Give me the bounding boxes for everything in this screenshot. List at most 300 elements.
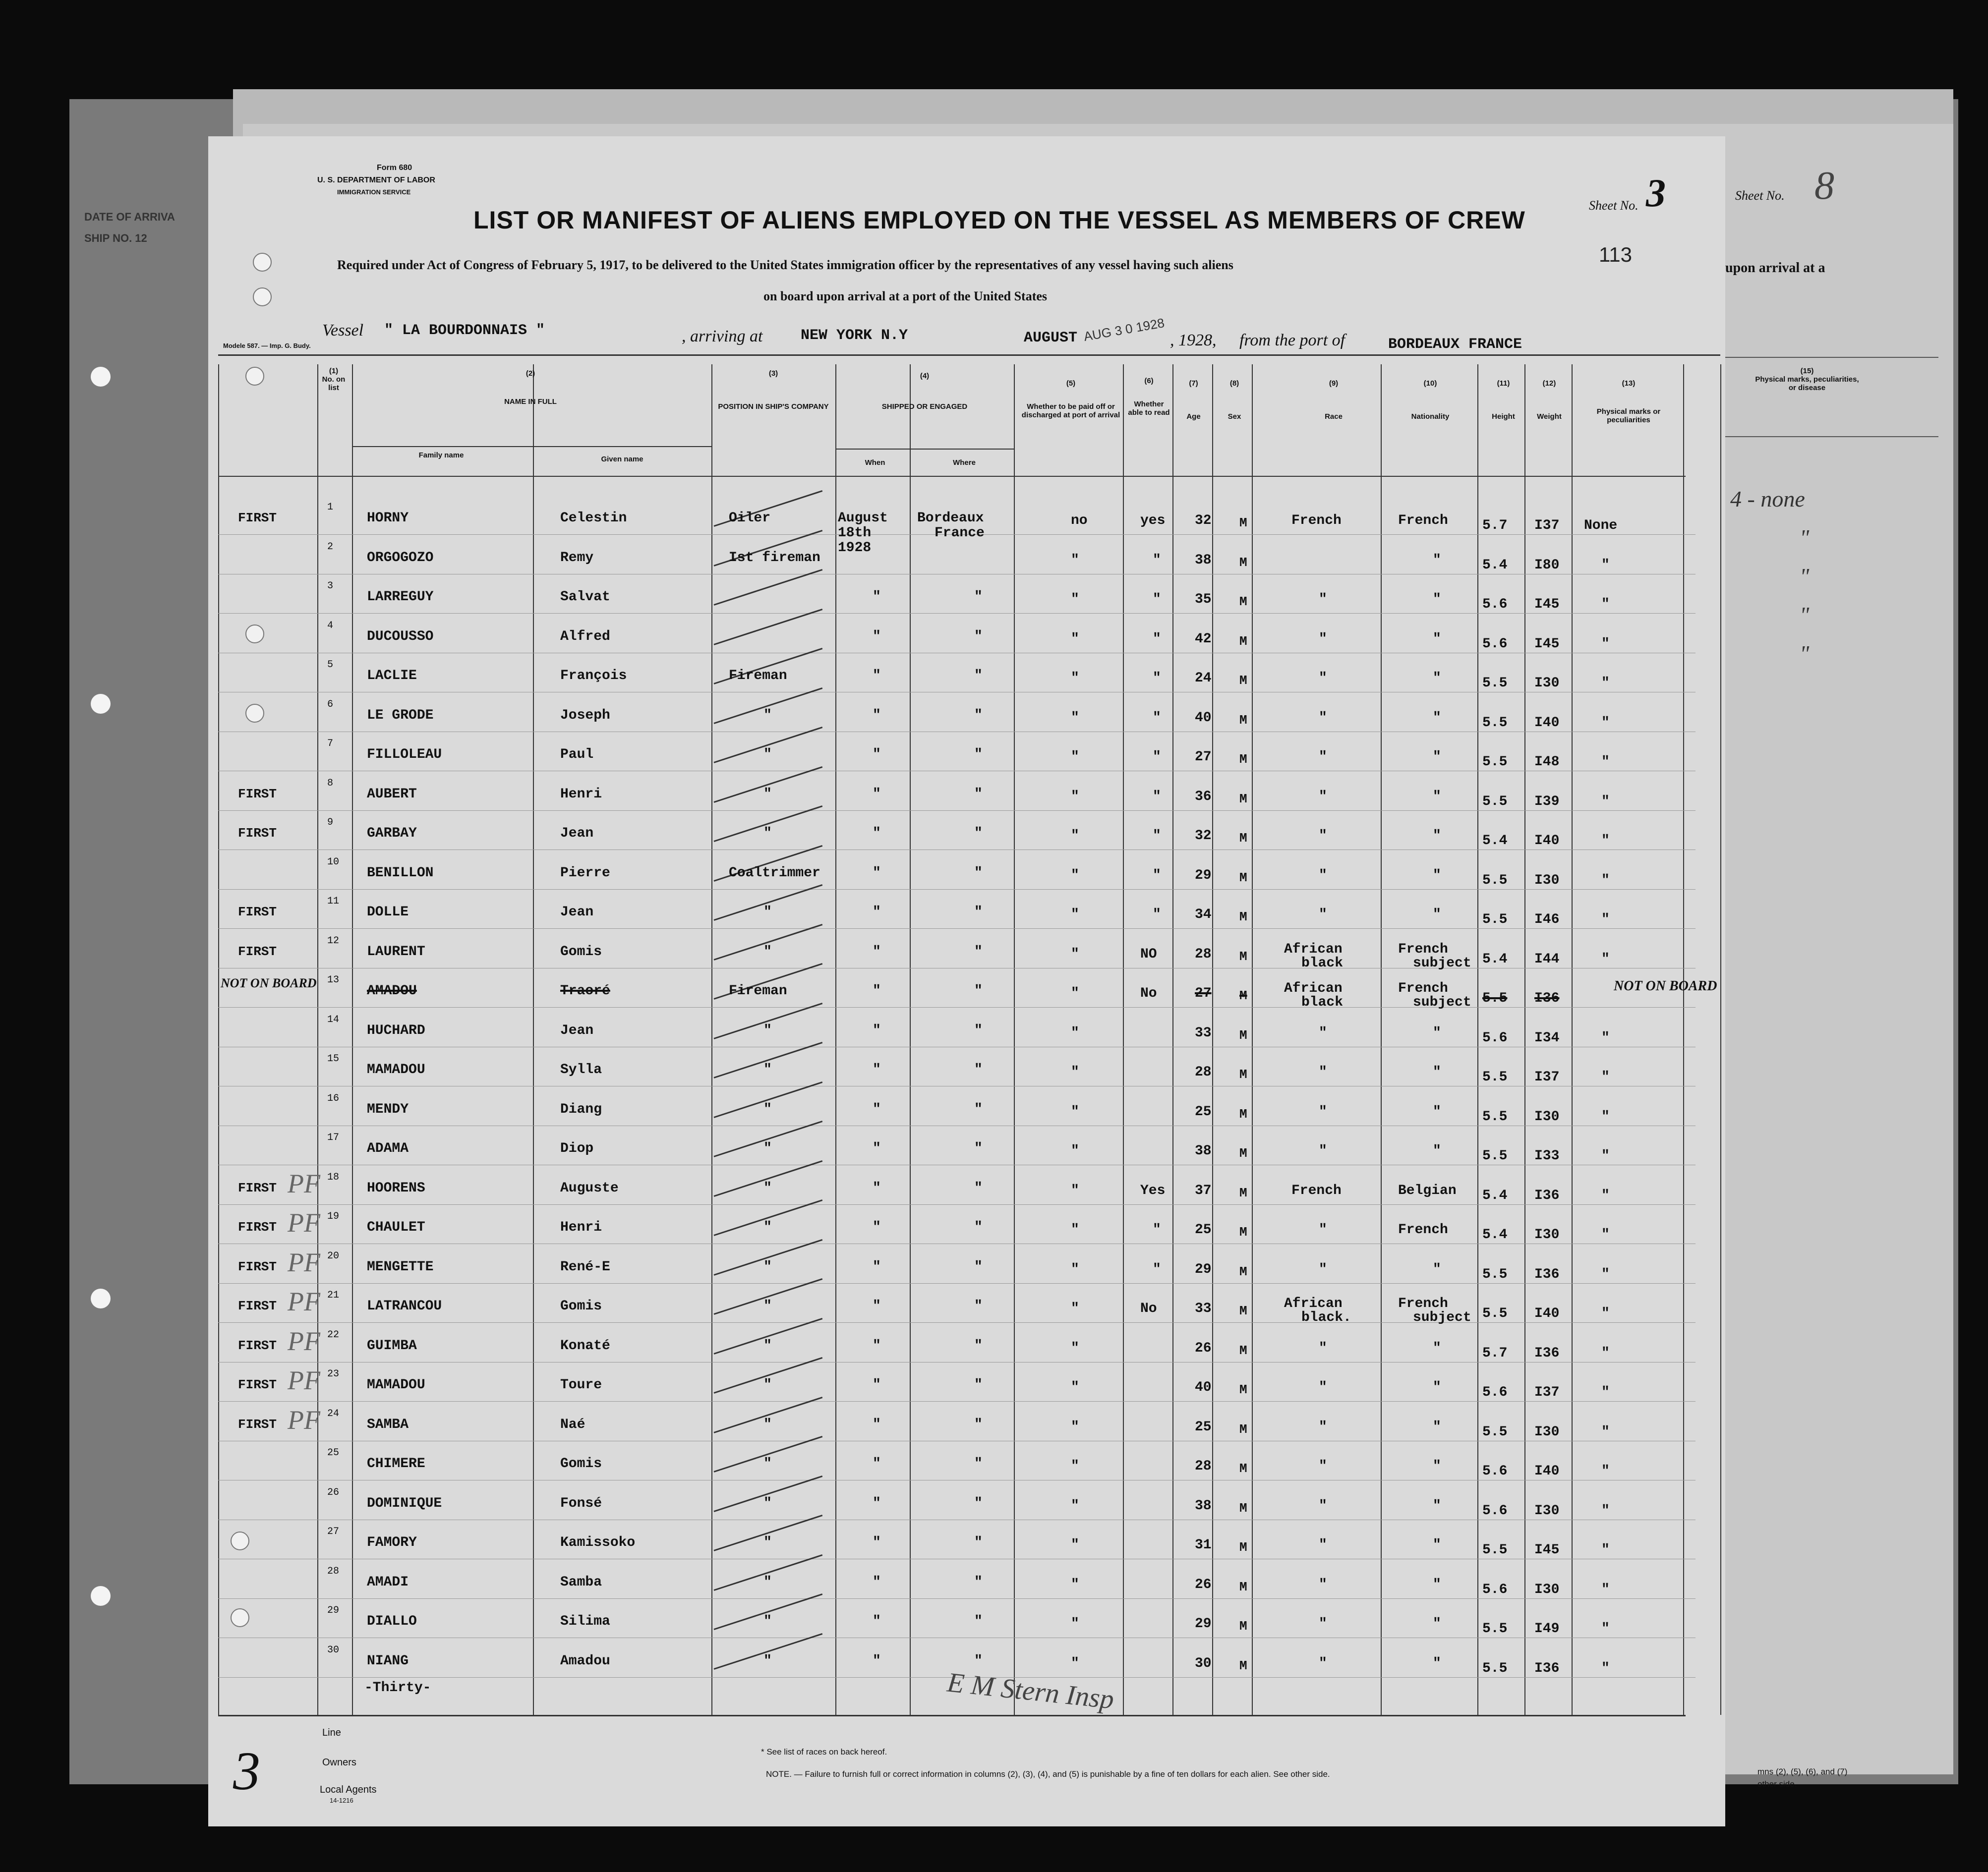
- page-title: LIST OR MANIFEST OF ALIENS EMPLOYED ON THE VESSEL AS MEMBERS OF CREW: [473, 206, 1525, 234]
- row-shipped-where: ": [974, 944, 983, 960]
- header-race: (9) Race: [1325, 379, 1343, 421]
- row-nationality: ": [1433, 1380, 1441, 1395]
- row-shipped-where: ": [974, 1535, 983, 1550]
- row-able-to-read: No: [1140, 1301, 1157, 1316]
- row-rule: [218, 810, 1696, 811]
- row-shipped-when: ": [873, 1299, 881, 1314]
- row-paid-off: ": [1071, 1577, 1079, 1592]
- grid-column-line: [910, 364, 911, 1715]
- row-shipped-when: ": [873, 1259, 881, 1275]
- footer-line-label: Line: [322, 1727, 341, 1738]
- row-sex: M: [1239, 1225, 1247, 1240]
- row-height: 5.5: [1482, 754, 1508, 770]
- row-family-name: MENGETTE: [367, 1259, 434, 1275]
- punch-hole: [231, 1532, 249, 1550]
- row-race: African: [1284, 941, 1343, 957]
- vessel-label: Vessel: [322, 321, 364, 340]
- row-weight: I37: [1534, 518, 1560, 533]
- back-col15-header: (15) Physical marks, peculiarities, or disease: [1755, 367, 1859, 392]
- row-shipped-when: ": [873, 1022, 881, 1038]
- punch-hole: [91, 367, 111, 387]
- row-position: ": [763, 1022, 772, 1038]
- row-number: 16: [327, 1092, 340, 1104]
- row-shipped-where: ": [974, 826, 983, 841]
- row-weight: I34: [1534, 1030, 1560, 1046]
- row-mark: FIRST: [238, 1180, 277, 1195]
- date-stamp: AUG 3 0 1928: [1082, 315, 1166, 344]
- row-height: 5.6: [1482, 1464, 1508, 1479]
- row-given-name: Sylla: [560, 1062, 602, 1078]
- row-height: 5.7: [1482, 518, 1508, 533]
- row-family-name: DOMINIQUE: [367, 1495, 442, 1511]
- row-rule: [218, 1598, 1696, 1599]
- row-paid-off: ": [1071, 1419, 1079, 1435]
- pf-mark: PF: [288, 1247, 320, 1277]
- row-paid-off: ": [1071, 631, 1079, 647]
- row-race: ": [1319, 1261, 1327, 1277]
- row-weight: I36: [1534, 1660, 1560, 1676]
- row-number: 14: [327, 1014, 340, 1025]
- row-family-name: MAMADOU: [367, 1377, 425, 1393]
- row-race: ": [1319, 867, 1327, 883]
- row-number: 1: [327, 502, 334, 513]
- row-nationality: ": [1433, 552, 1441, 568]
- row-age: 27: [1195, 986, 1212, 1001]
- row-nationality-2: subject: [1413, 1310, 1471, 1325]
- row-shipped-where: ": [974, 1456, 983, 1472]
- row-position: ": [763, 1535, 772, 1550]
- grid-column-line: [1014, 364, 1015, 1715]
- grid-column-line: [1252, 364, 1253, 1715]
- row-age: 28: [1195, 1459, 1212, 1474]
- row-age: 29: [1195, 1616, 1212, 1632]
- vessel-name: " LA BOURDONNAIS ": [384, 322, 545, 339]
- row-family-name: LATRANCOU: [367, 1299, 442, 1314]
- grid-column-line: [1123, 364, 1124, 1715]
- row-physical-marks: ": [1601, 1266, 1610, 1282]
- grid-column-line: [1572, 364, 1573, 1715]
- row-paid-off: ": [1071, 1104, 1079, 1120]
- row-number: 15: [327, 1053, 340, 1065]
- row-nationality: ": [1433, 1261, 1441, 1277]
- row-rule: [218, 889, 1696, 890]
- row-given-name: Traoré: [560, 983, 610, 999]
- row-able-to-read: ": [1153, 907, 1161, 922]
- row-shipped-where-2: France: [935, 525, 985, 541]
- row-race: ": [1319, 1222, 1327, 1238]
- row-shipped-when: ": [873, 1456, 881, 1472]
- row-sex: M: [1239, 1579, 1247, 1594]
- row-race: ": [1319, 710, 1327, 726]
- row-physical-marks: ": [1601, 1345, 1610, 1361]
- row-race: ": [1319, 1537, 1327, 1553]
- row-position: ": [763, 905, 772, 920]
- row-physical-marks: ": [1601, 1385, 1610, 1400]
- row-paid-off: ": [1071, 1616, 1079, 1632]
- grid-column-line: [1683, 364, 1684, 1715]
- row-shipped-where: ": [974, 747, 983, 762]
- row-given-name: Paul: [560, 747, 594, 762]
- row-height: 5.5: [1482, 1621, 1508, 1637]
- header-no: (1) No. on list: [322, 367, 346, 392]
- row-number: 20: [327, 1250, 340, 1262]
- row-height: 5.5: [1482, 1542, 1508, 1558]
- row-nationality: ": [1433, 671, 1441, 686]
- footer-note-fine: NOTE. — Failure to furnish full or correct information in columns (2), (3), (4), and (5) is punishable by a fine of ten dollars for each alien. See other side.: [766, 1769, 1330, 1779]
- row-weight: I45: [1534, 1542, 1560, 1558]
- row-paid-off: ": [1071, 710, 1079, 726]
- row-height: 5.5: [1482, 1424, 1508, 1440]
- back-footer-note2: other side.: [1757, 1779, 1797, 1789]
- row-family-name: AMADOU: [367, 983, 417, 999]
- row-shipped-when: ": [873, 1180, 881, 1196]
- row-paid-off: ": [1071, 946, 1079, 962]
- pf-mark: PF: [288, 1365, 320, 1395]
- row-shipped-where: ": [974, 668, 983, 683]
- row-race: ": [1319, 1577, 1327, 1592]
- row-shipped-where: ": [974, 1377, 983, 1393]
- row-age: 33: [1195, 1301, 1212, 1316]
- row-physical-marks: ": [1601, 1188, 1610, 1203]
- row-given-name: Auguste: [560, 1180, 619, 1196]
- row-mark: FIRST: [238, 1417, 277, 1432]
- row-race-2: black: [1301, 995, 1344, 1010]
- row-family-name: ADAMA: [367, 1141, 409, 1156]
- row-family-name: MAMADOU: [367, 1062, 425, 1078]
- row-age: 40: [1195, 710, 1212, 726]
- footer-note-races: * See list of races on back hereof.: [761, 1747, 887, 1757]
- row-given-name: Fonsé: [560, 1495, 602, 1511]
- row-physical-marks: ": [1601, 1582, 1610, 1597]
- row-sex: M: [1239, 831, 1247, 846]
- row-position: ": [763, 1259, 772, 1275]
- row-number: 28: [327, 1565, 340, 1577]
- row-race: French: [1291, 1183, 1342, 1198]
- back-sheet-mark: 4 - none: [1730, 486, 1805, 511]
- row-physical-marks: ": [1601, 1660, 1610, 1676]
- row-physical-marks: ": [1601, 951, 1610, 967]
- row-age: 33: [1195, 1025, 1212, 1041]
- row-physical-marks: ": [1601, 557, 1610, 573]
- row-shipped-where: ": [974, 707, 983, 723]
- inspector-signature: E M Stern Insp: [945, 1667, 1115, 1715]
- row-age: 28: [1195, 946, 1212, 962]
- row-shipped-when: ": [873, 1338, 881, 1354]
- row-number: 10: [327, 856, 340, 868]
- row-mark: FIRST: [238, 1259, 277, 1274]
- row-rule: [218, 613, 1696, 614]
- row-physical-marks: ": [1601, 1424, 1610, 1440]
- row-position: Oiler: [729, 511, 771, 526]
- row-physical-marks: ": [1601, 1070, 1610, 1085]
- row-race: ": [1319, 631, 1327, 647]
- row-physical-marks: ": [1601, 636, 1610, 652]
- row-weight: I40: [1534, 1306, 1560, 1321]
- row-race: ": [1319, 1616, 1327, 1632]
- back-sheet-mark: ": [1800, 525, 1810, 550]
- row-given-name: Alfred: [560, 628, 610, 644]
- back-sheet-mark: ": [1800, 641, 1810, 666]
- row-family-name: ORGOGOZO: [367, 550, 434, 566]
- row-position: ": [763, 1299, 772, 1314]
- row-number: 24: [327, 1408, 340, 1419]
- row-nationality: French: [1398, 981, 1448, 996]
- row-height: 5.5: [1482, 1306, 1508, 1321]
- row-age: 25: [1195, 1104, 1212, 1120]
- row-nationality: ": [1433, 828, 1441, 844]
- row-position: ": [763, 1417, 772, 1432]
- row-given-name: Celestin: [560, 511, 627, 526]
- row-number: 30: [327, 1644, 340, 1656]
- row-rule: [218, 1401, 1696, 1402]
- row-nationality: ": [1433, 1104, 1441, 1120]
- row-paid-off: ": [1071, 592, 1079, 607]
- row-number: 5: [327, 659, 334, 671]
- row-family-name: AUBERT: [367, 786, 417, 802]
- row-race: ": [1319, 1459, 1327, 1474]
- row-mark: FIRST: [238, 944, 277, 959]
- header-nationality: (10) Nationality: [1411, 379, 1450, 421]
- row-nationality: ": [1433, 749, 1441, 765]
- header-where: Where: [953, 458, 976, 467]
- row-family-name: CHIMERE: [367, 1456, 425, 1472]
- row-physical-marks: ": [1601, 754, 1610, 770]
- header-physical-marks: (13) Physical marks or peculiarities: [1596, 379, 1661, 424]
- row-paid-off: ": [1071, 828, 1079, 844]
- row-shipped-where: ": [974, 1299, 983, 1314]
- row-nationality: ": [1433, 1419, 1441, 1435]
- row-family-name: AMADI: [367, 1574, 409, 1590]
- row-height: 5.6: [1482, 636, 1508, 652]
- row-shipped-when: ": [873, 628, 881, 644]
- row-weight: I36: [1534, 1188, 1560, 1203]
- row-paid-off: ": [1071, 907, 1079, 922]
- row-number: 13: [327, 974, 340, 986]
- row-weight: I33: [1534, 1148, 1560, 1164]
- back-footer-note1: mns (2), (5), (6), and (7): [1757, 1767, 1848, 1776]
- service: IMMIGRATION SERVICE: [337, 188, 411, 196]
- vessel-line-rule: [218, 354, 1720, 356]
- row-sex: M: [1239, 1106, 1247, 1122]
- row-sex: M: [1239, 1540, 1247, 1555]
- row-family-name: SAMBA: [367, 1417, 409, 1432]
- punch-hole: [231, 1608, 249, 1627]
- row-shipped-when: ": [873, 786, 881, 802]
- row-shipped-where: ": [974, 786, 983, 802]
- row-physical-marks: NOT ON BOARD: [1614, 978, 1717, 994]
- back-sheet-label: Sheet No.: [1735, 188, 1785, 203]
- row-shipped-when: ": [873, 1535, 881, 1550]
- row-number: 17: [327, 1132, 340, 1143]
- row-height: 5.4: [1482, 1227, 1508, 1243]
- shipped-subheader-rule: [835, 449, 1014, 450]
- row-physical-marks: ": [1601, 794, 1610, 809]
- row-shipped-when: ": [873, 1653, 881, 1669]
- row-race: ": [1319, 789, 1327, 804]
- row-weight: I37: [1534, 1070, 1560, 1085]
- row-number: 3: [327, 580, 334, 592]
- row-nationality: French: [1398, 1296, 1448, 1311]
- pf-mark: PF: [288, 1326, 320, 1356]
- row-nationality: ": [1433, 1065, 1441, 1080]
- row-position: Coaltrimmer: [729, 865, 820, 881]
- header-weight: (12) Weight: [1537, 379, 1562, 421]
- footer-local-agents-label: Local Agents: [320, 1784, 377, 1795]
- row-height: 5.6: [1482, 1385, 1508, 1400]
- row-physical-marks: ": [1601, 1109, 1610, 1125]
- row-given-name: Samba: [560, 1574, 602, 1590]
- row-height: 5.6: [1482, 1582, 1508, 1597]
- row-given-name: Toure: [560, 1377, 602, 1393]
- row-shipped-where: ": [974, 1417, 983, 1432]
- arriving-label: , arriving at: [682, 327, 763, 345]
- row-position: ": [763, 707, 772, 723]
- row-mark: FIRST: [238, 1338, 277, 1353]
- row-shipped-where: ": [974, 865, 983, 881]
- row-paid-off: ": [1071, 1261, 1079, 1277]
- row-age: 24: [1195, 671, 1212, 686]
- from-port: BORDEAUX FRANCE: [1388, 336, 1522, 353]
- row-nationality: ": [1433, 1459, 1441, 1474]
- row-given-name: Kamissoko: [560, 1535, 636, 1550]
- row-able-to-read: NO: [1140, 946, 1157, 962]
- row-age: 30: [1195, 1655, 1212, 1671]
- row-weight: I36: [1534, 991, 1560, 1006]
- row-height: 5.5: [1482, 1070, 1508, 1085]
- row-physical-marks: ": [1601, 912, 1610, 927]
- row-family-name: LACLIE: [367, 668, 417, 683]
- total-thirty: -Thirty-: [364, 1680, 431, 1696]
- row-able-to-read: ": [1153, 631, 1161, 647]
- row-shipped-where: ": [974, 1574, 983, 1590]
- row-race: ": [1319, 1025, 1327, 1041]
- sheet-label: Sheet No.: [1589, 198, 1638, 213]
- row-given-name: Henri: [560, 786, 602, 802]
- row-sex: M: [1239, 988, 1247, 1003]
- row-nationality: ": [1433, 1655, 1441, 1671]
- row-race: ": [1319, 907, 1327, 922]
- row-height: 5.4: [1482, 951, 1508, 967]
- row-height: 5.5: [1482, 1266, 1508, 1282]
- row-physical-marks: ": [1601, 1503, 1610, 1519]
- row-paid-off: ": [1071, 986, 1079, 1001]
- header-shipped: (4) SHIPPED OR ENGAGED: [881, 372, 968, 411]
- arrival-year: , 1928,: [1170, 331, 1217, 349]
- row-weight: I30: [1534, 872, 1560, 888]
- row-sex: M: [1239, 870, 1247, 885]
- row-position: ": [763, 786, 772, 802]
- row-physical-marks: ": [1601, 1148, 1610, 1164]
- row-age: 26: [1195, 1340, 1212, 1356]
- row-height: 5.5: [1482, 1660, 1508, 1676]
- row-weight: I44: [1534, 951, 1560, 967]
- row-shipped-where: ": [974, 905, 983, 920]
- row-shipped-where: Bordeaux: [917, 511, 984, 526]
- row-paid-off: ": [1071, 1301, 1079, 1316]
- row-shipped-when: ": [873, 1495, 881, 1511]
- row-mark: FIRST: [238, 1299, 277, 1313]
- row-shipped-where: ": [974, 1101, 983, 1117]
- row-physical-marks: ": [1601, 715, 1610, 731]
- footer-rule: [218, 1715, 1686, 1716]
- row-sex: M: [1239, 1146, 1247, 1161]
- row-nationality: ": [1433, 1577, 1441, 1592]
- row-number: 12: [327, 935, 340, 947]
- row-number: 19: [327, 1211, 340, 1222]
- row-race: ": [1319, 1143, 1327, 1159]
- row-height: 5.4: [1482, 557, 1508, 573]
- row-rule: [218, 1322, 1696, 1323]
- row-position: ": [763, 1220, 772, 1235]
- row-paid-off: ": [1071, 1498, 1079, 1514]
- row-given-name: Remy: [560, 550, 594, 566]
- row-sex: M: [1239, 909, 1247, 924]
- row-paid-off: ": [1071, 789, 1079, 804]
- row-shipped-when: ": [873, 707, 881, 723]
- row-weight: I45: [1534, 636, 1560, 652]
- row-physical-marks: ": [1601, 1306, 1610, 1321]
- row-race: ": [1319, 671, 1327, 686]
- row-physical-marks: ": [1601, 676, 1610, 691]
- row-number: 11: [327, 896, 340, 907]
- row-weight: I48: [1534, 754, 1560, 770]
- row-paid-off: ": [1071, 1380, 1079, 1395]
- row-race: ": [1319, 828, 1327, 844]
- row-age: 38: [1195, 1498, 1212, 1514]
- row-age: 26: [1195, 1577, 1212, 1592]
- row-nationality: ": [1433, 907, 1441, 922]
- row-family-name: DOLLE: [367, 905, 409, 920]
- row-shipped-where: ": [974, 983, 983, 999]
- row-shipped-when: ": [873, 1062, 881, 1078]
- row-family-name: NIANG: [367, 1653, 409, 1669]
- header-position: (3) POSITION IN SHIP'S COMPANY: [718, 369, 829, 411]
- back-sheet-number: 8: [1814, 164, 1834, 208]
- row-position: Fireman: [729, 983, 787, 999]
- row-weight: I30: [1534, 1109, 1560, 1125]
- row-age: 32: [1195, 513, 1212, 528]
- row-weight: I36: [1534, 1266, 1560, 1282]
- row-paid-off: ": [1071, 1222, 1079, 1238]
- row-paid-off: ": [1071, 1183, 1079, 1198]
- row-mark: FIRST: [238, 826, 277, 841]
- row-mark: FIRST: [238, 905, 277, 919]
- pf-mark: PF: [288, 1208, 320, 1238]
- row-sex: M: [1239, 515, 1247, 530]
- row-able-to-read: No: [1140, 986, 1157, 1001]
- row-race: ": [1319, 1655, 1327, 1671]
- row-physical-marks: ": [1601, 1542, 1610, 1558]
- row-position: ": [763, 1338, 772, 1354]
- grid-column-line: [317, 364, 318, 1715]
- punch-hole: [91, 1289, 111, 1308]
- row-able-to-read: ": [1153, 789, 1161, 804]
- row-weight: I30: [1534, 1582, 1560, 1597]
- row-sex: M: [1239, 1264, 1247, 1279]
- row-number: 25: [327, 1447, 340, 1459]
- row-given-name: Amadou: [560, 1653, 610, 1669]
- pf-mark: PF: [288, 1287, 320, 1316]
- name-subheader-rule: [352, 446, 711, 447]
- row-weight: I36: [1534, 1345, 1560, 1361]
- row-number: 6: [327, 698, 334, 710]
- row-number: 29: [327, 1605, 340, 1616]
- row-given-name: Jean: [560, 1022, 594, 1038]
- row-race: French: [1291, 513, 1342, 528]
- row-sex: M: [1239, 1067, 1247, 1082]
- row-family-name: HOORENS: [367, 1180, 425, 1196]
- header-family-name: Family name: [418, 451, 464, 459]
